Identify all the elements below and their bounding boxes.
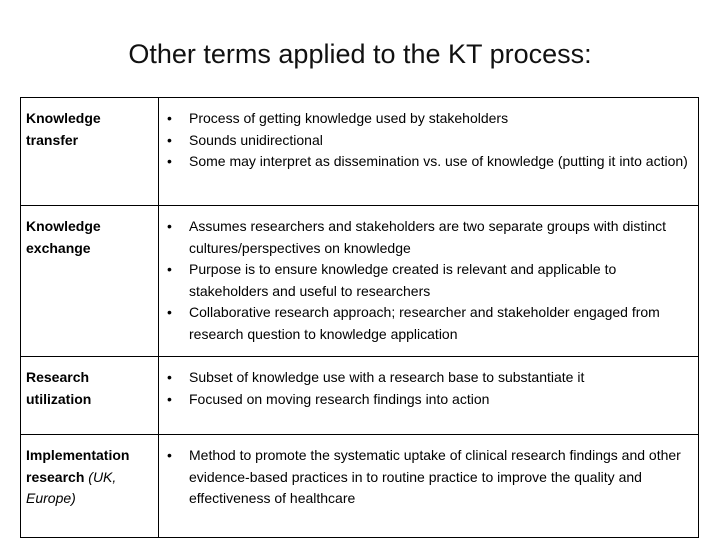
term-cell <box>21 98 159 206</box>
bullet-text: Method to promote the systematic uptake of clinical research findings and other evidence-based practices in to routine practice to improve the quality and effectiveness of healthcare <box>189 447 681 506</box>
bullet-list <box>163 108 694 173</box>
bullet-text: Sounds unidirectional <box>189 131 323 148</box>
description-cell <box>159 98 699 206</box>
term-name: Knowledge transfer <box>26 110 101 148</box>
description-cell <box>159 435 699 538</box>
bullet-item <box>163 389 694 411</box>
bullet-icon: • <box>167 218 172 234</box>
term-note: (UK, Europe) <box>26 468 117 506</box>
bullet-list <box>163 445 694 510</box>
bullet-text: Assumes researchers and stakeholders are two separate groups with distinct cultures/perspectives on knowledge <box>189 218 667 256</box>
term-cell <box>21 357 159 435</box>
kt-terms-table <box>20 97 699 538</box>
bullet-icon: • <box>167 261 172 277</box>
bullet-icon: • <box>167 447 172 463</box>
bullet-icon: • <box>167 110 172 126</box>
bullet-text: Collaborative research approach; researcher and stakeholder engaged from research question to knowledge application <box>189 304 660 342</box>
slide-title: Other terms applied to the KT process: <box>128 39 592 69</box>
bullet-icon: • <box>167 153 172 169</box>
term-cell <box>21 435 159 538</box>
bullet-text: Focused on moving research findings into action <box>189 390 490 407</box>
table-row <box>21 357 699 435</box>
bullet-icon: • <box>167 131 172 148</box>
bullet-item <box>163 130 694 152</box>
bullet-list <box>163 367 694 410</box>
bullet-item <box>163 259 694 302</box>
description-cell <box>159 206 699 357</box>
bullet-icon: • <box>167 304 172 320</box>
bullet-text: Some may interpret as dissemination vs. use of knowledge (putting it into action) <box>189 153 688 169</box>
description-cell <box>159 357 699 435</box>
table-row <box>21 206 699 357</box>
bullet-item <box>163 367 694 389</box>
term-name: Research utilization <box>26 369 92 407</box>
term-name: Implementation research <box>26 447 130 485</box>
bullet-text: Process of getting knowledge used by stakeholders <box>189 110 509 126</box>
bullet-list <box>163 216 694 345</box>
table-row <box>21 435 699 538</box>
term-name: Knowledge exchange <box>26 218 101 256</box>
bullet-item <box>163 216 694 259</box>
bullet-icon: • <box>167 369 172 385</box>
bullet-text: Purpose is to ensure knowledge created is relevant and applicable to stakeholders and useful to researchers <box>189 261 617 299</box>
bullet-icon: • <box>167 390 172 407</box>
bullet-item <box>163 108 694 130</box>
bullet-item <box>163 445 694 510</box>
table-row <box>21 98 699 206</box>
term-cell <box>21 206 159 357</box>
bullet-item <box>163 151 694 173</box>
bullet-item <box>163 302 694 345</box>
bullet-text: Subset of knowledge use with a research base to substantiate it <box>189 369 585 385</box>
